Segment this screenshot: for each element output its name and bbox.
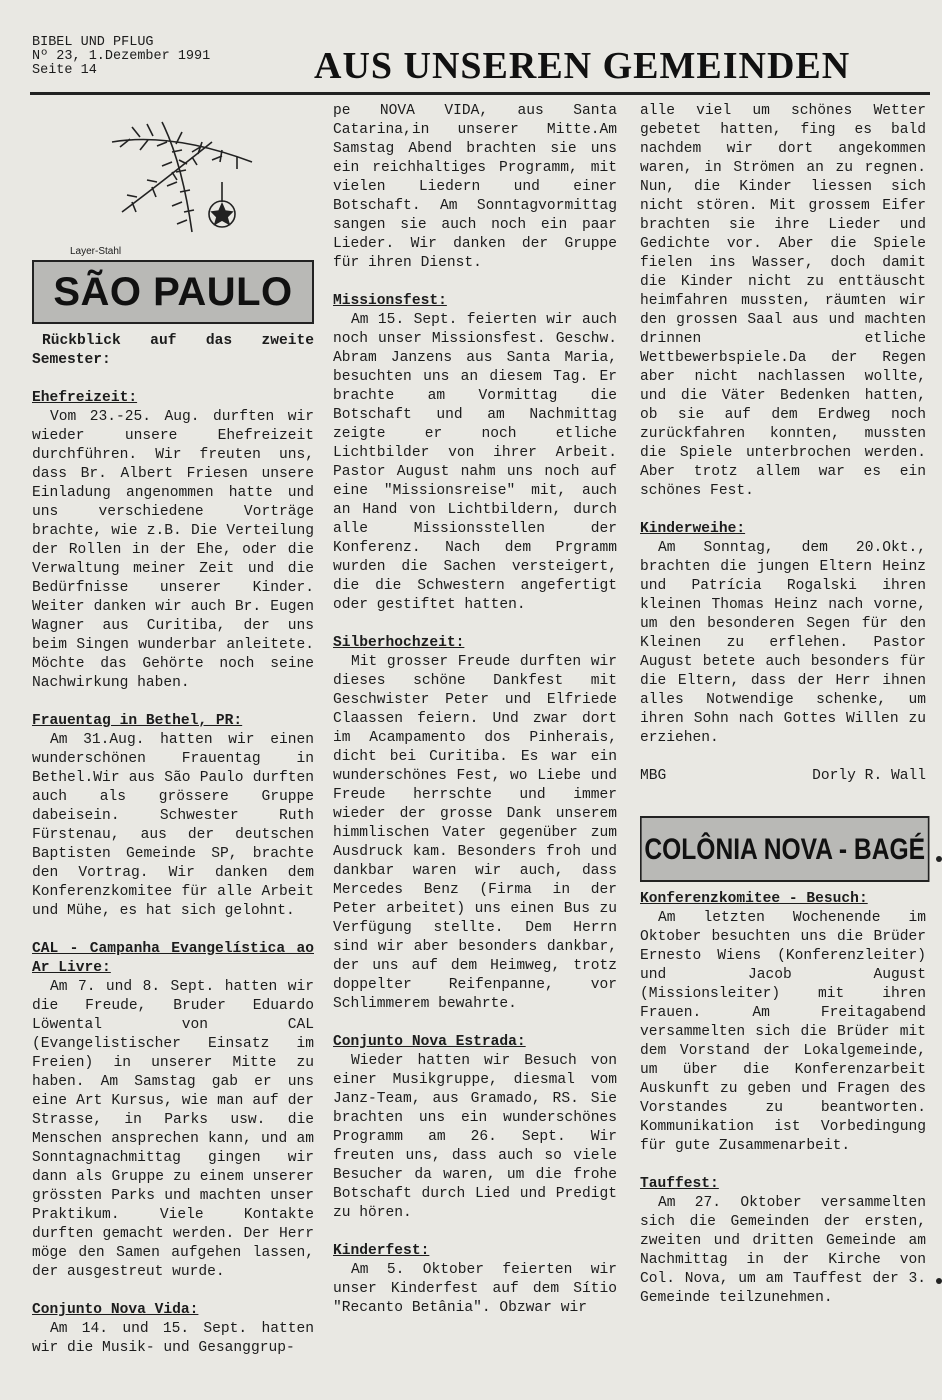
kinderfest-text-start: Am 5. Oktober feierten wir unser Kinderfest auf dem Sítio "Recanto Betânia". Obzwar wir	[333, 1262, 617, 1316]
signature-author: Dorly R. Wall	[812, 768, 926, 784]
tauffest-heading: Tauffest:	[640, 1176, 719, 1192]
issue-line: Nº 23, 1.Dezember 1991	[32, 49, 211, 64]
kinderfest-text-cont: alle viel um schönes Wetter gebetet hatten, fing es bald nachdem wir dort angekommen waren, in Strömen an zu regnen. Nun, die Kinder liessen sich nicht stören. Mit grossem Eifer brachten sie ihre Lieder und Gedichte vor. Aber die Spiele fielen ins Wasser, doch damit die Kinder nicht zu enttäuscht heimfahren mussten, räumten wir den grossen Saal aus und machten drinnen etliche Wettbewerbspiele.Da der Regen aber nicht nachlassen wollte, und die Väter Bedenken hatten, ob sie auf dem Erdweg noch zurückfahren konnten, mussten die Spiele unterbrochen werden. Aber trotz allem war es ein schönes Fest.	[640, 103, 926, 499]
masthead	[32, 36, 210, 78]
kinderweihe-heading: Kinderweihe:	[640, 521, 746, 537]
ornament-credit: Layer-Stahl	[70, 246, 122, 257]
tauffest-text: Am 27. Oktober versammelten sich die Gemeinden der ersten, zweiten und dritten Gemeinde am Nachmittag in der Kirche von Col. Nova, um am Tauffest der 3. Gemeinde teilzunehmen.	[640, 1195, 926, 1306]
column-2	[333, 102, 617, 1318]
section-intro: Rückblick auf das zweite Semester:	[32, 333, 314, 368]
nova-vida-text-start: Am 14. und 15. Sept. hatten wir die Musik- und Gesanggrup-	[32, 1321, 314, 1356]
frauentag-heading: Frauentag in Bethel, PR:	[32, 713, 243, 729]
column-1	[32, 102, 314, 1358]
page-number: Seite 14	[32, 63, 97, 78]
cal-text: Am 7. und 8. Sept. hatten wir die Freude, Bruder Eduardo Löwental von CAL (Evangelistischer Einsatz im Freien) in unserer Mitte zu haben. Am Samstag gab er uns eine Art Kursus, wie man auf der Strasse, in Parks usw. die Menschen ansprechen kann, und am Sonntagnachmittag gingen wir dann als Gruppe zu einem unserer grössten Parks und machten unser Praktikum. Viele Kontakte durften gemacht werden. Der Herr möge den Samen aufgehen lassen, der ausgestreut wurde.	[32, 979, 314, 1280]
kinderfest-heading: Kinderfest:	[333, 1243, 430, 1259]
publication-name: BIBEL UND PFLUG	[32, 35, 154, 50]
missionsfest-text: Am 15. Sept. feierten wir auch noch unser Missionsfest. Geschw. Abram Janzens aus Santa Maria, besuchten uns an diesem Tag. Er brachte am Vormittag die Botschaft und am Nachmittag zeigte er noch etliche Lichtbilder von ihrer Arbeit. Pastor August nahm uns noch auf eine "Missionsreise" mit, auch an Hand von Lichtbildern, durch alle Missionsstellen der Konferenz. Nach dem Prgramm wurden die Sachen versteigert, die die Schwestern angefertigt oder gestiftet hatten.	[333, 312, 617, 613]
page-headline: AUS UNSEREN GEMEINDEN	[314, 45, 851, 87]
silberhochzeit-text: Mit grosser Freude durften wir dieses schöne Dankfest mit Geschwister Peter und Elfriede Claassen feiern. Und zwar dort im Acampamento dos Pinherais, dicht bei Curitiba. Es war ein wunderschönes Fest, wo Liebe und Freude herrschte und immer wieder der grosse Dank unserem himmlischen Vater gegenüber zum Ausdruck kam. Besonders froh und dankbar waren wir auch, dass Mercedes Benz (Firma in der Peter arbeitet) uns einen Bus zu Verfügung stellte. Dem Herrn sind wir aber besonders dankbar, der uns auf dem Heimweg, trotz doppelter Reifenpanne, vor Schlimmerem bewahrte.	[333, 654, 617, 1012]
silberhochzeit-heading: Silberhochzeit:	[333, 635, 465, 651]
column-3	[640, 102, 926, 1308]
ehefreizeit-heading: Ehefreizeit:	[32, 390, 138, 406]
pine-branch-star-ornament-icon	[92, 102, 262, 242]
missionsfest-heading: Missionsfest:	[333, 293, 447, 309]
signature-initials: MBG	[640, 768, 667, 784]
nova-estrada-heading: Conjunto Nova Estrada:	[333, 1034, 526, 1050]
cal-heading: CAL - Campanha Evangelística ao Ar Livre:	[32, 941, 314, 976]
nova-vida-text-cont: pe NOVA VIDA, aus Santa Catarina,in unserer Mitte.Am Samstag Abend brachten sie uns ein reichhaltiges Programm, mit vielen Liedern und einer Botschaft. Am Sonntagvormittag sangen sie auch noch ein paar Lieder. Wir danken der Gruppe für ihren Dienst.	[333, 103, 617, 271]
konferenz-text: Am letzten Wochenende im Oktober besuchten uns die Brüder Ernesto Wiens (Konferenzleiter) und Jacob August (Missionsleiter) mit ihren Frauen. Am Freitagabend versammelten sich die Brüder mit dem Vorstand der Lokalgemeinde, um über die Konferenzarbeit Auskunft zu geben und Fragen des Vorstandes zu beantworten. Kommunikation ist Vorbedingung für gute Zusammenarbeit.	[640, 910, 926, 1154]
colonia-nova-banner: COLÔNIA NOVA - BAGÉ	[640, 816, 929, 882]
ehefreizeit-text: Vom 23.-25. Aug. durften wir wieder unsere Ehefreizeit durchführen. Wir freuten uns, dass Br. Albert Friesen unsere Einladung angenommen hatte und uns verschiedene Vorträge brachte, wie z.B. Die Verteilung der Rollen in der Ehe, oder die Verwaltung meiner Zeit und die Bedürfnisse unserer Kinder. Weiter danken wir auch Br. Eugen Wagner aus Curitiba, der uns beim Singen wunderbar anleitete. Möchte das Gehörte noch seine Nachwirkung haben.	[32, 409, 314, 691]
frauentag-text: Am 31.Aug. hatten wir einen wunderschönen Frauentag in Bethel.Wir aus São Paulo durften auch als grössere Gruppe dabeisein. Schwester Ruth Fürstenau, aus der deutschen Baptisten Gemeinde SP, brachte den Vortrag. Wir danken dem Konferenzkomitee für alle Arbeit und Mühe, es hat sich gelohnt.	[32, 732, 314, 919]
nova-estrada-text: Wieder hatten wir Besuch von einer Musikgruppe, diesmal vom Janz-Team, aus Gramado, RS. Sie brachten uns ein wunderschönes Programm am 26. Sept. Wir freuten uns, dass auch so viele Besucher da waren, um die frohe Botschaft durch Lied und Predigt zu hören.	[333, 1053, 617, 1221]
ornament	[32, 102, 314, 260]
signature-line	[640, 767, 926, 786]
margin-dot	[936, 856, 942, 862]
headline-rule	[30, 92, 930, 95]
sao-paulo-banner: SÃO PAULO	[32, 260, 314, 324]
kinderweihe-text: Am Sonntag, dem 20.Okt., brachten die jungen Eltern Heinz und Patrícia Rogalski ihren kleinen Thomas Heinz nach vorne, um den besonderen Segen für den Kleinen zu erflehen. Pastor August betete auch besonders für die Eltern, dass der Herr ihnen alles Notwendige schenke, um ihren Sohn nach Gottes Willen zu erziehen.	[640, 540, 926, 746]
nova-vida-heading: Conjunto Nova Vida:	[32, 1302, 199, 1318]
margin-dot	[936, 1278, 942, 1284]
konferenz-heading: Konferenzkomitee - Besuch:	[640, 891, 868, 907]
